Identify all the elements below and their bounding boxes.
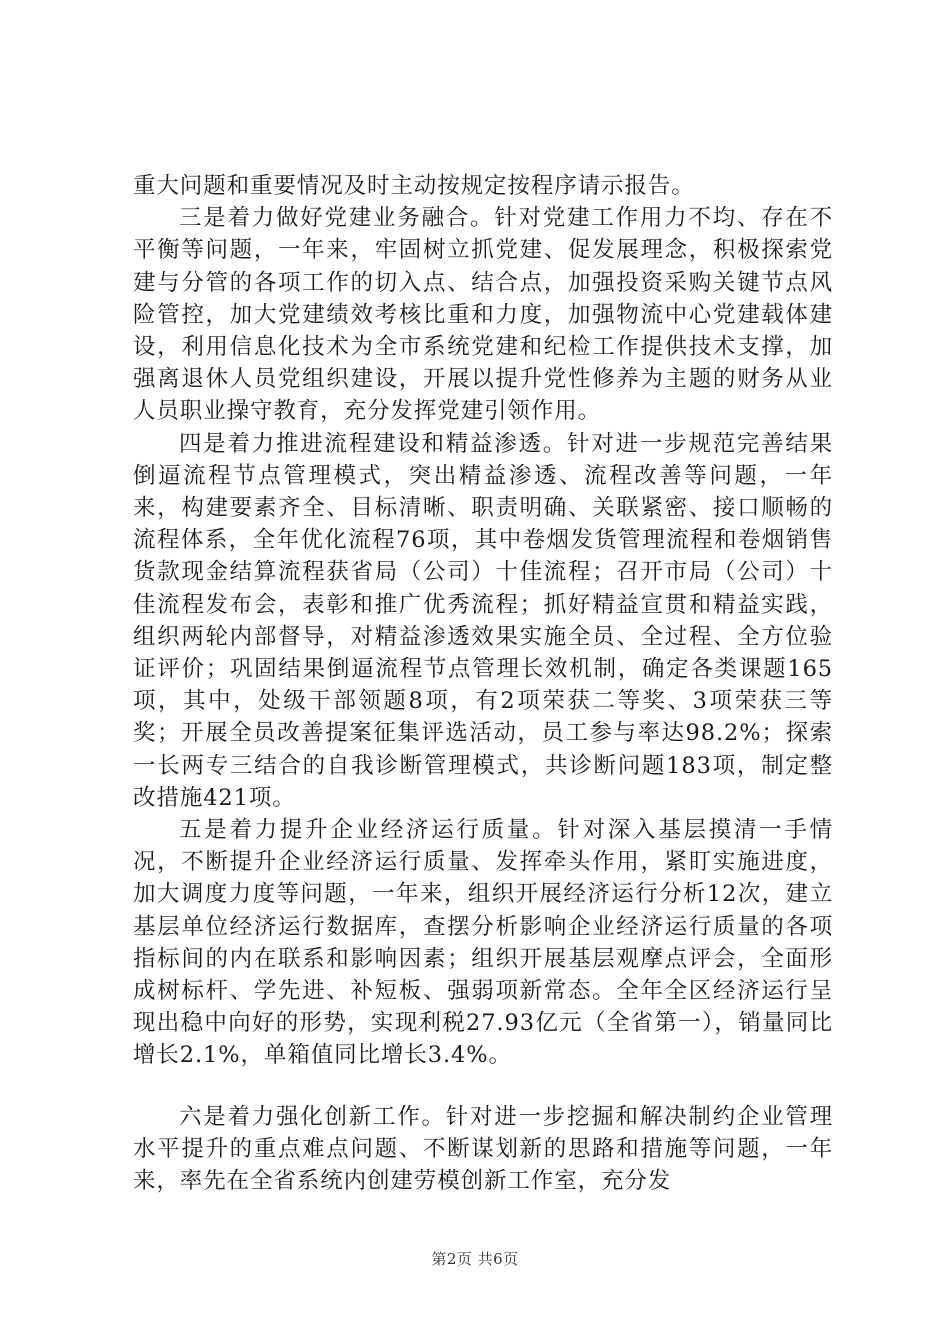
paragraph-process-lean: 四是着力推进流程建设和精益渗透。针对进一步规范完善结果倒逼流程节点管理模式，突出精益渗透、流程改善等问题，一年来，构建要素齐全、目标清晰、职责明确、关联紧密、接口顺畅的流程体系，全年优化流程76项，其中卷烟发货管理流程和卷烟销售货款现金结算流程获省局（公司）十佳流程；召开市局（公司）十佳流程发布会，表彰和推广优秀流程；抓好精益宣贯和精益实践，组织两轮内部督导，对精益渗透效果实施全员、全过程、全方位验证评价；巩固结果倒逼流程节点管理长效机制，确定各类课题165项，其中，处级干部领题8项，有2项荣获二等奖、3项荣获三等奖；开展全员改善提案征集评选活动，员工参与率达98.2%；探索一长两专三结合的自我诊断管理模式，共诊断问题183项，制定整改措施421项。 [133,430,833,811]
paragraph-innovation: 六是着力强化创新工作。针对进一步挖掘和解决制约企业管理水平提升的重点难点问题、不断谋划新的思路和措施等问题，一年来，率先在全省系统内创建劳模创新工作室，充分发 [133,1103,833,1195]
paragraph-continuation: 重大问题和重要情况及时主动按规定按程序请示报告。 [133,173,695,199]
paragraph-economic-operation: 五是着力提升企业经济运行质量。针对深入基层摸清一手情况，不断提升企业经济运行质量、发挥牵头作用，紧盯实施进度，加大调度力度等问题，一年来，组织开展经济运行分析12次，建立基层单位经济运行数据库，查摆分析影响企业经济运行质量的各项指标间的内在联系和影响因素；组织开展基层观摩点评会，全面形成树标杆、学先进、补短板、强弱项新常态。全年全区经济运行呈现出稳中向好的形势，实现利税27.93亿元（全省第一），销量同比增长2.1%，单箱值同比增长3.4%。 [133,817,833,1069]
document-body [133,170,833,1197]
paragraph-party-building: 三是着力做好党建业务融合。针对党建工作用力不均、存在不平衡等问题，一年来，牢固树立抓党建、促发展理念，积极探索党建与分管的各项工作的切入点、结合点，加强投资采购关键节点风险管控，加大党建绩效考核比重和力度，加强物流中心党建载体建设，利用信息化技术为全市系统党建和纪检工作提供技术支撑，加强离退休人员党组织建设，开展以提升党性修养为主题的财务从业人员职业操守教育，充分发挥党建引领作用。 [133,205,833,425]
page-footer: 第2页 共6页 [431,1250,519,1268]
